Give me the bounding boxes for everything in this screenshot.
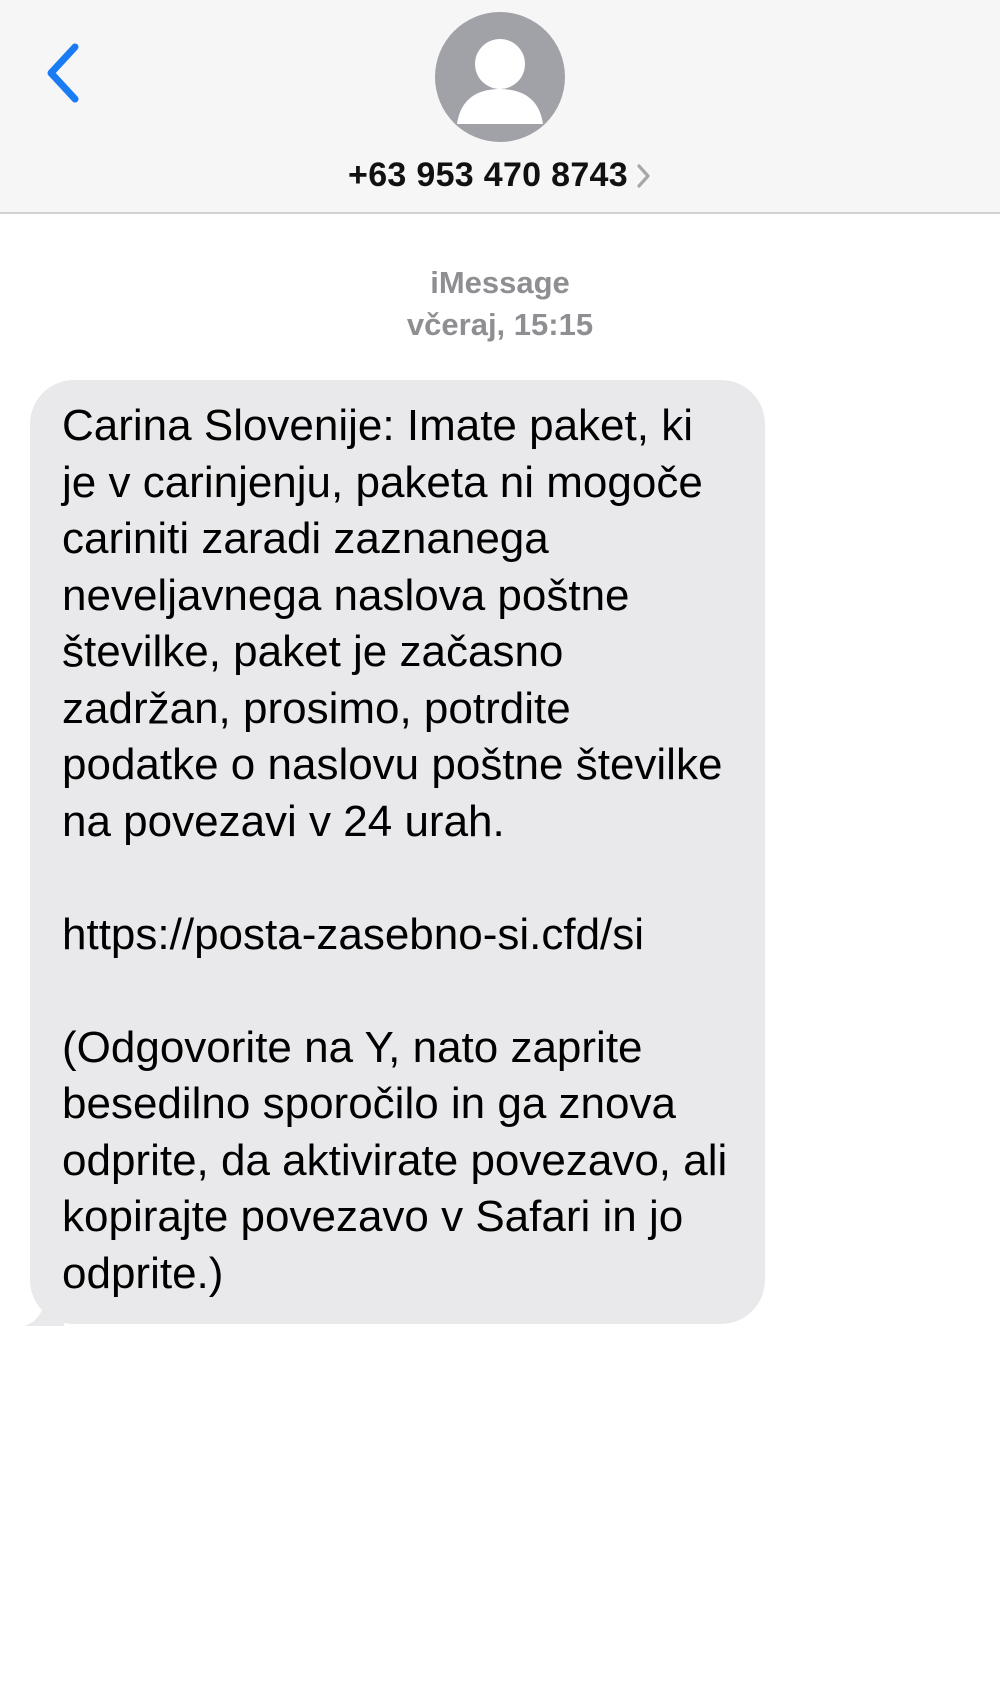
- message-link[interactable]: https://posta-zasebno-si.cfd/si: [62, 909, 645, 959]
- contact-detail-button[interactable]: [0, 150, 1000, 200]
- chevron-left-icon: [43, 42, 83, 104]
- message-bubble-wrapper: [30, 380, 765, 1324]
- message-text: Carina Slovenije: Imate paket, ki je v carinjenju, paketa ni mogoče cariniti zaradi zaznanega neveljavnega naslova poštne številke, paket je začasno zadržan, prosimo, potrdite podatke o naslovu poštne številke na povezavi v 24 urah.: [62, 401, 735, 846]
- incoming-message-bubble[interactable]: [30, 380, 765, 1324]
- back-button[interactable]: [28, 28, 98, 118]
- message-instructions: (Odgovorite na Y, nato zaprite besedilno sporočilo in ga znova odprite, da aktivirate povezavo, ali kopirajte povezavo v Safari in jo odprite.): [62, 1022, 740, 1298]
- avatar[interactable]: [435, 12, 565, 142]
- navigation-header: [0, 0, 1000, 214]
- person-silhouette-icon: [435, 12, 565, 142]
- service-label: iMessage: [430, 265, 570, 300]
- chevron-right-icon: [636, 163, 652, 189]
- contact-name: +63 953 470 8743: [348, 155, 628, 194]
- conversation-meta: [0, 262, 1000, 346]
- message-timestamp: včeraj, 15:15: [406, 307, 594, 342]
